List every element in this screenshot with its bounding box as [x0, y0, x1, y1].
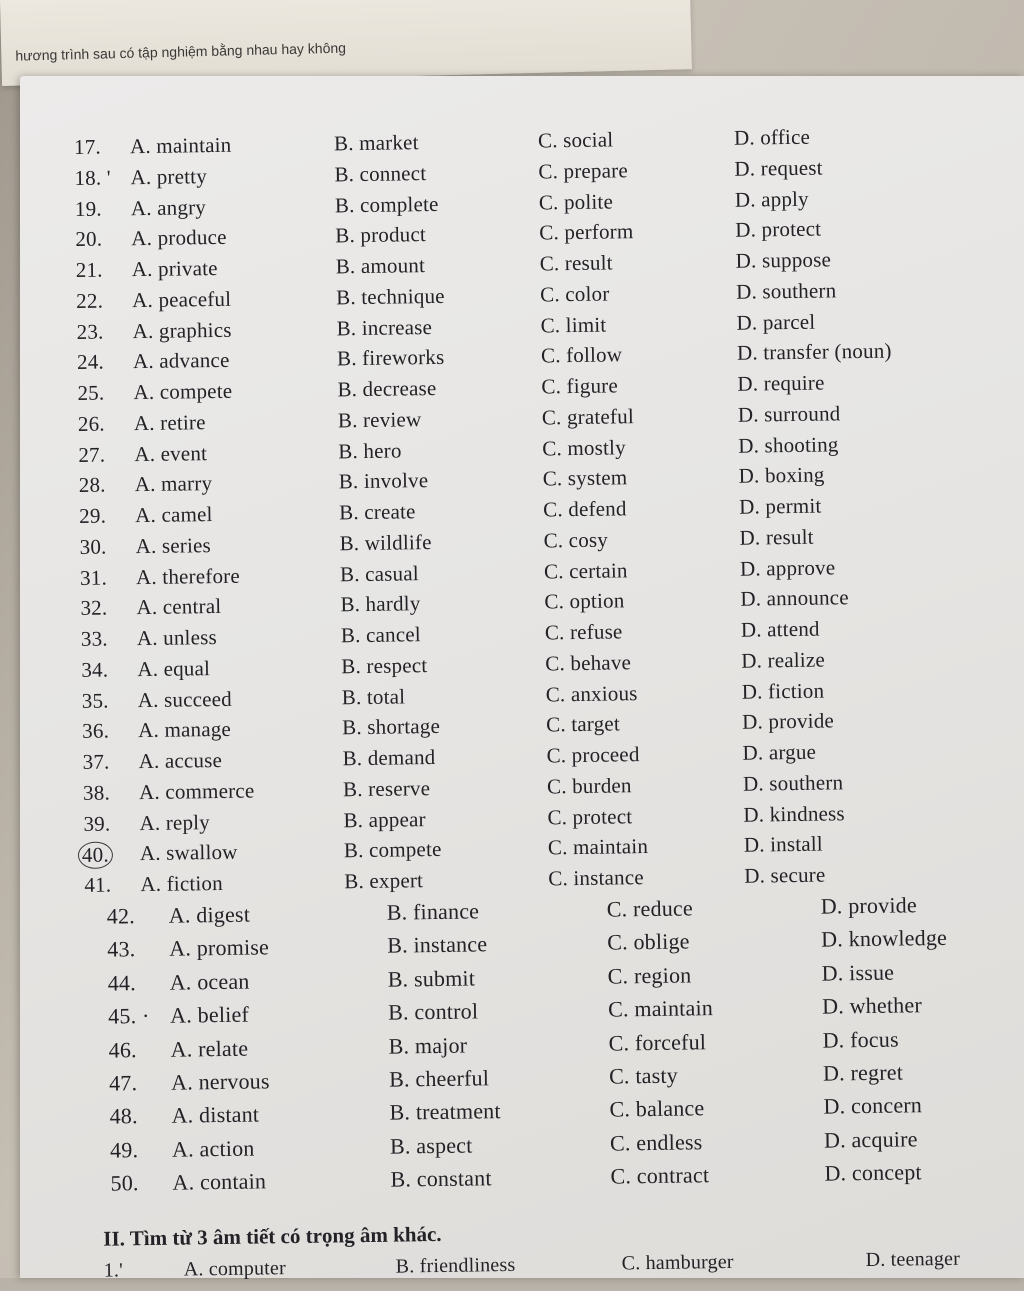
option-c: C. reduce	[606, 895, 694, 922]
option-c: C. polite	[538, 188, 614, 214]
option-d: D. secure	[744, 862, 826, 888]
option-b: B. treatment	[389, 1098, 501, 1126]
option-c: C. social	[537, 127, 614, 153]
row-number: 40.	[78, 842, 113, 869]
option-a: A. advance	[132, 348, 230, 374]
option-c: C. protect	[547, 803, 633, 829]
option-c: C. contract	[610, 1162, 710, 1189]
option-a: A. event	[134, 440, 208, 466]
option-b: B. friendliness	[395, 1253, 516, 1278]
row-number: 48.	[109, 1103, 138, 1129]
option-a: A. nervous	[170, 1068, 270, 1095]
row-number: 32.	[80, 595, 108, 621]
row-number: 31.	[79, 565, 108, 590]
row-number: 20.	[75, 226, 103, 252]
option-d: D. attend	[740, 616, 820, 642]
option-a: A. retire	[133, 409, 206, 435]
option-b: B. wildlife	[339, 529, 432, 556]
section-two-row	[18, 1247, 1024, 1291]
option-b: B. shortage	[342, 714, 441, 740]
option-a: A. produce	[131, 225, 227, 251]
option-b: B. appear	[343, 806, 426, 832]
row-number: 50.	[110, 1170, 139, 1196]
row-number: 21.	[75, 257, 103, 282]
option-a: A. series	[135, 532, 212, 558]
option-b: B. connect	[334, 160, 427, 187]
option-a: A. fiction	[140, 870, 224, 897]
option-d: D. southern	[735, 278, 837, 304]
option-b: B. decrease	[337, 375, 437, 402]
row-number: 28.	[78, 472, 106, 498]
option-d: D. teenager	[865, 1247, 961, 1272]
option-d: D. require	[737, 370, 825, 396]
option-b: B. review	[337, 406, 422, 433]
option-a: A. swallow	[139, 840, 238, 866]
option-d: D. permit	[738, 493, 822, 519]
option-a: A. private	[131, 255, 218, 282]
option-c: C. forceful	[608, 1028, 707, 1056]
option-d: D. boxing	[738, 462, 825, 488]
option-b: B. involve	[338, 468, 429, 494]
option-b: B. expert	[344, 868, 424, 894]
option-d: D. knowledge	[821, 925, 948, 953]
option-c: C. follow	[540, 342, 623, 368]
option-d: D. concept	[824, 1159, 922, 1186]
option-d: D. concern	[823, 1092, 923, 1119]
option-c: C. tasty	[608, 1062, 679, 1089]
option-b: B. market	[333, 130, 419, 156]
option-c: C. balance	[609, 1095, 705, 1122]
option-d: D. provide	[820, 892, 917, 919]
option-b: B. instance	[387, 931, 488, 959]
option-d: D. whether	[821, 992, 923, 1019]
option-a: A. belief	[170, 1001, 250, 1028]
row-number: 18. '	[74, 165, 111, 190]
option-d: D. southern	[742, 770, 844, 796]
option-c: C. behave	[545, 650, 632, 676]
option-a: A. therefore	[135, 563, 241, 589]
row-number: 1.'	[103, 1259, 124, 1282]
option-c: C. burden	[546, 773, 632, 799]
option-a: A. promise	[169, 934, 270, 962]
option-d: D. office	[733, 124, 811, 150]
option-b: B. reserve	[342, 775, 431, 802]
option-c: C. color	[539, 281, 610, 307]
row-number: 25.	[77, 380, 105, 405]
row-number: 17.	[73, 134, 102, 159]
row-number: 47.	[108, 1070, 138, 1096]
option-d: D. result	[739, 524, 814, 550]
option-b: B. total	[341, 683, 406, 709]
option-c: C. limit	[540, 312, 607, 337]
option-b: B. submit	[387, 965, 476, 992]
option-c: C. system	[542, 465, 628, 491]
option-b: B. increase	[336, 314, 433, 340]
option-b: B. cheerful	[388, 1065, 490, 1092]
option-d: D. request	[734, 155, 823, 181]
option-a: A. graphics	[132, 317, 232, 343]
option-c: C. mostly	[542, 434, 626, 460]
option-c: C. instance	[548, 865, 644, 891]
option-a: A. camel	[135, 502, 213, 528]
option-c: C. maintain	[607, 995, 714, 1022]
row-number: 49.	[109, 1136, 139, 1163]
option-c: C. oblige	[607, 928, 690, 956]
option-b: B. finance	[386, 898, 480, 925]
option-a: A. maintain	[129, 132, 232, 159]
section-two-title: II. Tìm từ 3 âm tiết có trọng âm khác.	[103, 1221, 442, 1251]
option-c: C. figure	[541, 373, 619, 399]
option-c: C. result	[539, 250, 613, 276]
option-b: B. fireworks	[336, 345, 445, 371]
option-c: C. hamburger	[621, 1250, 734, 1275]
option-d: D. focus	[822, 1026, 899, 1053]
option-a: A. distant	[171, 1101, 260, 1129]
option-c: C. anxious	[545, 680, 638, 706]
option-a: A. manage	[138, 717, 232, 743]
option-d: D. shooting	[738, 431, 839, 458]
option-d: D. parcel	[736, 309, 816, 335]
option-b: B. create	[339, 499, 416, 525]
option-b: B. control	[387, 998, 479, 1025]
option-a: A. computer	[183, 1257, 287, 1281]
option-a: A. unless	[136, 625, 218, 651]
option-b: B. cancel	[340, 622, 422, 648]
option-a: A. succeed	[137, 686, 233, 712]
row-number: 39.	[83, 811, 111, 836]
option-d: D. approve	[739, 554, 836, 581]
row-number: 26.	[77, 411, 105, 436]
row-number: 41.	[84, 872, 112, 897]
option-c: C. proceed	[546, 742, 640, 768]
row-number: 36.	[82, 718, 110, 744]
option-c: C. cosy	[543, 527, 609, 553]
option-d: D. issue	[821, 959, 895, 986]
row-number: 43.	[107, 936, 136, 962]
option-a: A. contain	[172, 1168, 267, 1195]
option-b: B. demand	[342, 744, 436, 771]
option-c: C. maintain	[547, 834, 649, 860]
option-a: A. peaceful	[132, 286, 232, 312]
row-number: 23.	[76, 319, 104, 344]
option-d: D. provide	[741, 708, 835, 734]
option-d: D. announce	[740, 585, 849, 611]
option-a: A. accuse	[138, 747, 223, 774]
row-number: 46.	[108, 1036, 137, 1063]
option-b: B. constant	[390, 1165, 492, 1192]
option-d: D. regret	[822, 1059, 904, 1086]
option-d: D. protect	[735, 216, 822, 243]
row-number: 38.	[82, 780, 111, 805]
row-number: 42.	[106, 903, 136, 929]
option-c: C. perform	[539, 219, 634, 245]
option-c: C. refuse	[544, 619, 623, 645]
option-c: C. endless	[609, 1129, 703, 1156]
option-b: B. product	[335, 222, 427, 248]
row-number: 35.	[81, 688, 109, 713]
option-a: A. equal	[137, 655, 211, 681]
option-d: D. kindness	[743, 800, 845, 827]
option-a: A. digest	[168, 901, 251, 928]
option-c: C. grateful	[541, 403, 635, 430]
option-a: A. compete	[133, 378, 233, 405]
row-number: 33.	[80, 626, 108, 651]
row-number: 45. ·	[108, 1003, 150, 1029]
row-number: 44.	[107, 969, 137, 996]
option-a: A. action	[171, 1135, 255, 1162]
option-d: D. install	[743, 831, 824, 857]
option-a: A. reply	[139, 809, 211, 835]
option-b: B. respect	[341, 652, 428, 679]
row-number: 19.	[74, 196, 102, 221]
option-b: B. hero	[338, 437, 402, 463]
option-d: D. acquire	[823, 1126, 918, 1153]
option-b: B. compete	[343, 837, 442, 863]
option-d: D. argue	[742, 739, 817, 765]
option-d: D. surround	[737, 401, 841, 427]
option-d: D. realize	[741, 647, 826, 673]
option-a: A. angry	[130, 194, 207, 220]
row-number: 37.	[82, 749, 110, 774]
row-number: 27.	[78, 442, 106, 467]
option-d: D. transfer (noun)	[736, 338, 892, 365]
option-b: B. complete	[334, 191, 439, 217]
option-b: B. major	[388, 1032, 468, 1059]
row-number: 29.	[79, 503, 107, 528]
option-c: C. prepare	[538, 158, 629, 184]
option-a: A. pretty	[130, 163, 208, 189]
option-d: D. apply	[734, 186, 809, 212]
option-d: D. fiction	[741, 678, 825, 704]
option-c: C. defend	[542, 496, 627, 522]
option-b: B. aspect	[389, 1132, 473, 1159]
row-number: 22.	[76, 288, 104, 313]
option-c: C. option	[544, 588, 625, 614]
option-c: C. target	[546, 711, 621, 737]
option-b: B. casual	[339, 560, 419, 586]
option-c: C. certain	[543, 557, 628, 583]
row-number: 34.	[81, 657, 109, 682]
option-c: C. region	[607, 962, 692, 989]
row-number: 24.	[76, 349, 105, 375]
option-b: B. amount	[335, 253, 426, 279]
option-a: A. commerce	[138, 778, 255, 804]
option-a: A. ocean	[169, 968, 250, 995]
option-b: B. hardly	[340, 591, 421, 617]
option-a: A. central	[136, 594, 222, 620]
option-b: B. technique	[336, 283, 445, 310]
underlying-page-header: hương trình sau có tập nghiệm bằng nhau hay không	[15, 39, 347, 64]
option-d: D. suppose	[735, 247, 832, 273]
row-number: 30.	[79, 534, 107, 559]
option-a: A. relate	[170, 1035, 249, 1062]
option-a: A. marry	[134, 471, 213, 497]
